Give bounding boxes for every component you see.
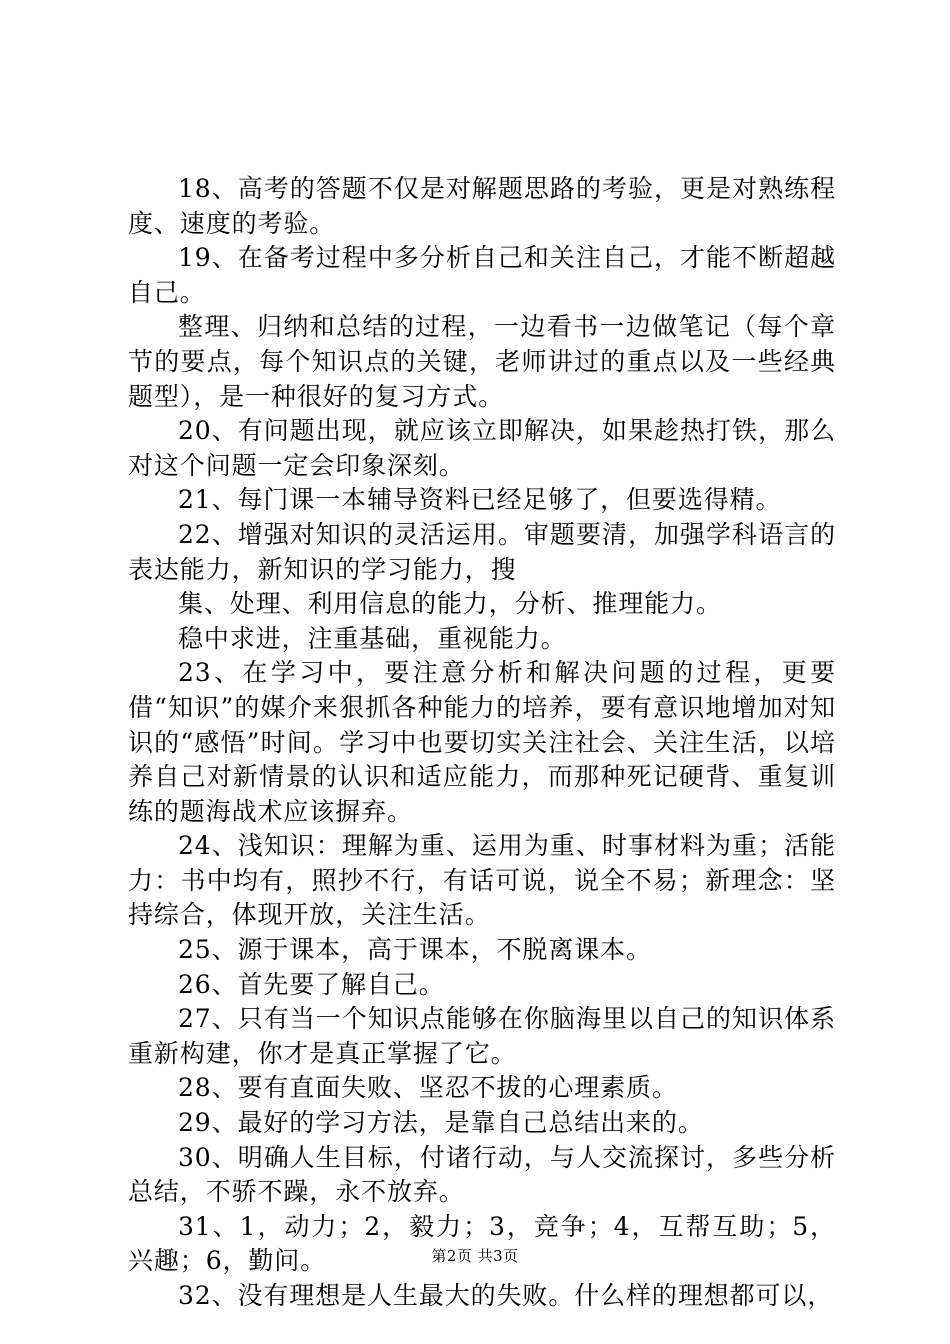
page-footer: 第2页 共3页 bbox=[431, 1247, 519, 1265]
paragraph-30: 30、明确人生目标，付诸行动，与人交流探讨，多些分析总结，不骄不躁，永不放弃。 bbox=[128, 1142, 836, 1207]
paragraph-26: 26、首先要了解自己。 bbox=[178, 969, 445, 999]
paragraph-32: 32、没有理想是人生最大的失败。什么样的理想都可以， bbox=[178, 1281, 834, 1310]
paragraph-22: 22、增强对知识的灵活运用。审题要清，加强学科语言的表达能力，新知识的学习能力，搜 bbox=[128, 519, 836, 584]
paragraph-31: 31、1，动力；2，毅力；3，竞争；4，互帮互助；5，兴趣；6，勤问。 bbox=[128, 1211, 836, 1276]
paragraph-steady-progress: 稳中求进，注重基础，重视能力。 bbox=[178, 623, 567, 653]
paragraph-28: 28、要有直面失败、坚忍不拔的心理素质。 bbox=[178, 1073, 678, 1103]
paragraph-20: 20、有问题出现，就应该立即解决，如果趁热打铁，那么对这个问题一定会印象深刻。 bbox=[128, 416, 836, 480]
paragraph-19: 19、在备考过程中多分析自己和关注自己，才能不断超越自己。 bbox=[128, 243, 836, 307]
paragraph-18: 18、高考的答题不仅是对解题思路的考验，更是对熟练程度、速度的考验。 bbox=[128, 174, 836, 238]
paragraph-29: 29、最好的学习方法，是靠自己总结出来的。 bbox=[178, 1108, 704, 1138]
document-body bbox=[128, 172, 836, 1314]
paragraph-23: 23、在学习中，要注意分析和解决问题的过程，更要借“知识”的媒介来狠抓各种能力的培养，要有意识地增加对知识的“感悟”时间。学习中也要切实关注社会、关注生活，以培养自己对新情景的认识和适应能力，而那种死记硬背、重复训练的题海战术应该摒弃。 bbox=[128, 658, 836, 826]
paragraph-22-continued: 集、处理、利用信息的能力，分析、推理能力。 bbox=[178, 589, 722, 619]
paragraph-review-method: 整理、归纳和总结的过程，一边看书一边做笔记（每个章节的要点，每个知识点的关键，老师讲过的重点以及一些经典题型），是一种很好的复习方式。 bbox=[128, 312, 836, 411]
paragraph-24: 24、浅知识：理解为重、运用为重、时事材料为重；活能力：书中均有，照抄不行，有话可说，说全不易；新理念：坚持综合，体现开放，关注生活。 bbox=[128, 831, 836, 930]
paragraph-27: 27、只有当一个知识点能够在你脑海里以自己的知识体系重新构建，你才是真正掌握了它。 bbox=[128, 1004, 836, 1068]
paragraph-25: 25、源于课本，高于课本，不脱离课本。 bbox=[178, 935, 652, 965]
paragraph-21: 21、每门课一本辅导资料已经足够了，但要选得精。 bbox=[178, 485, 782, 515]
